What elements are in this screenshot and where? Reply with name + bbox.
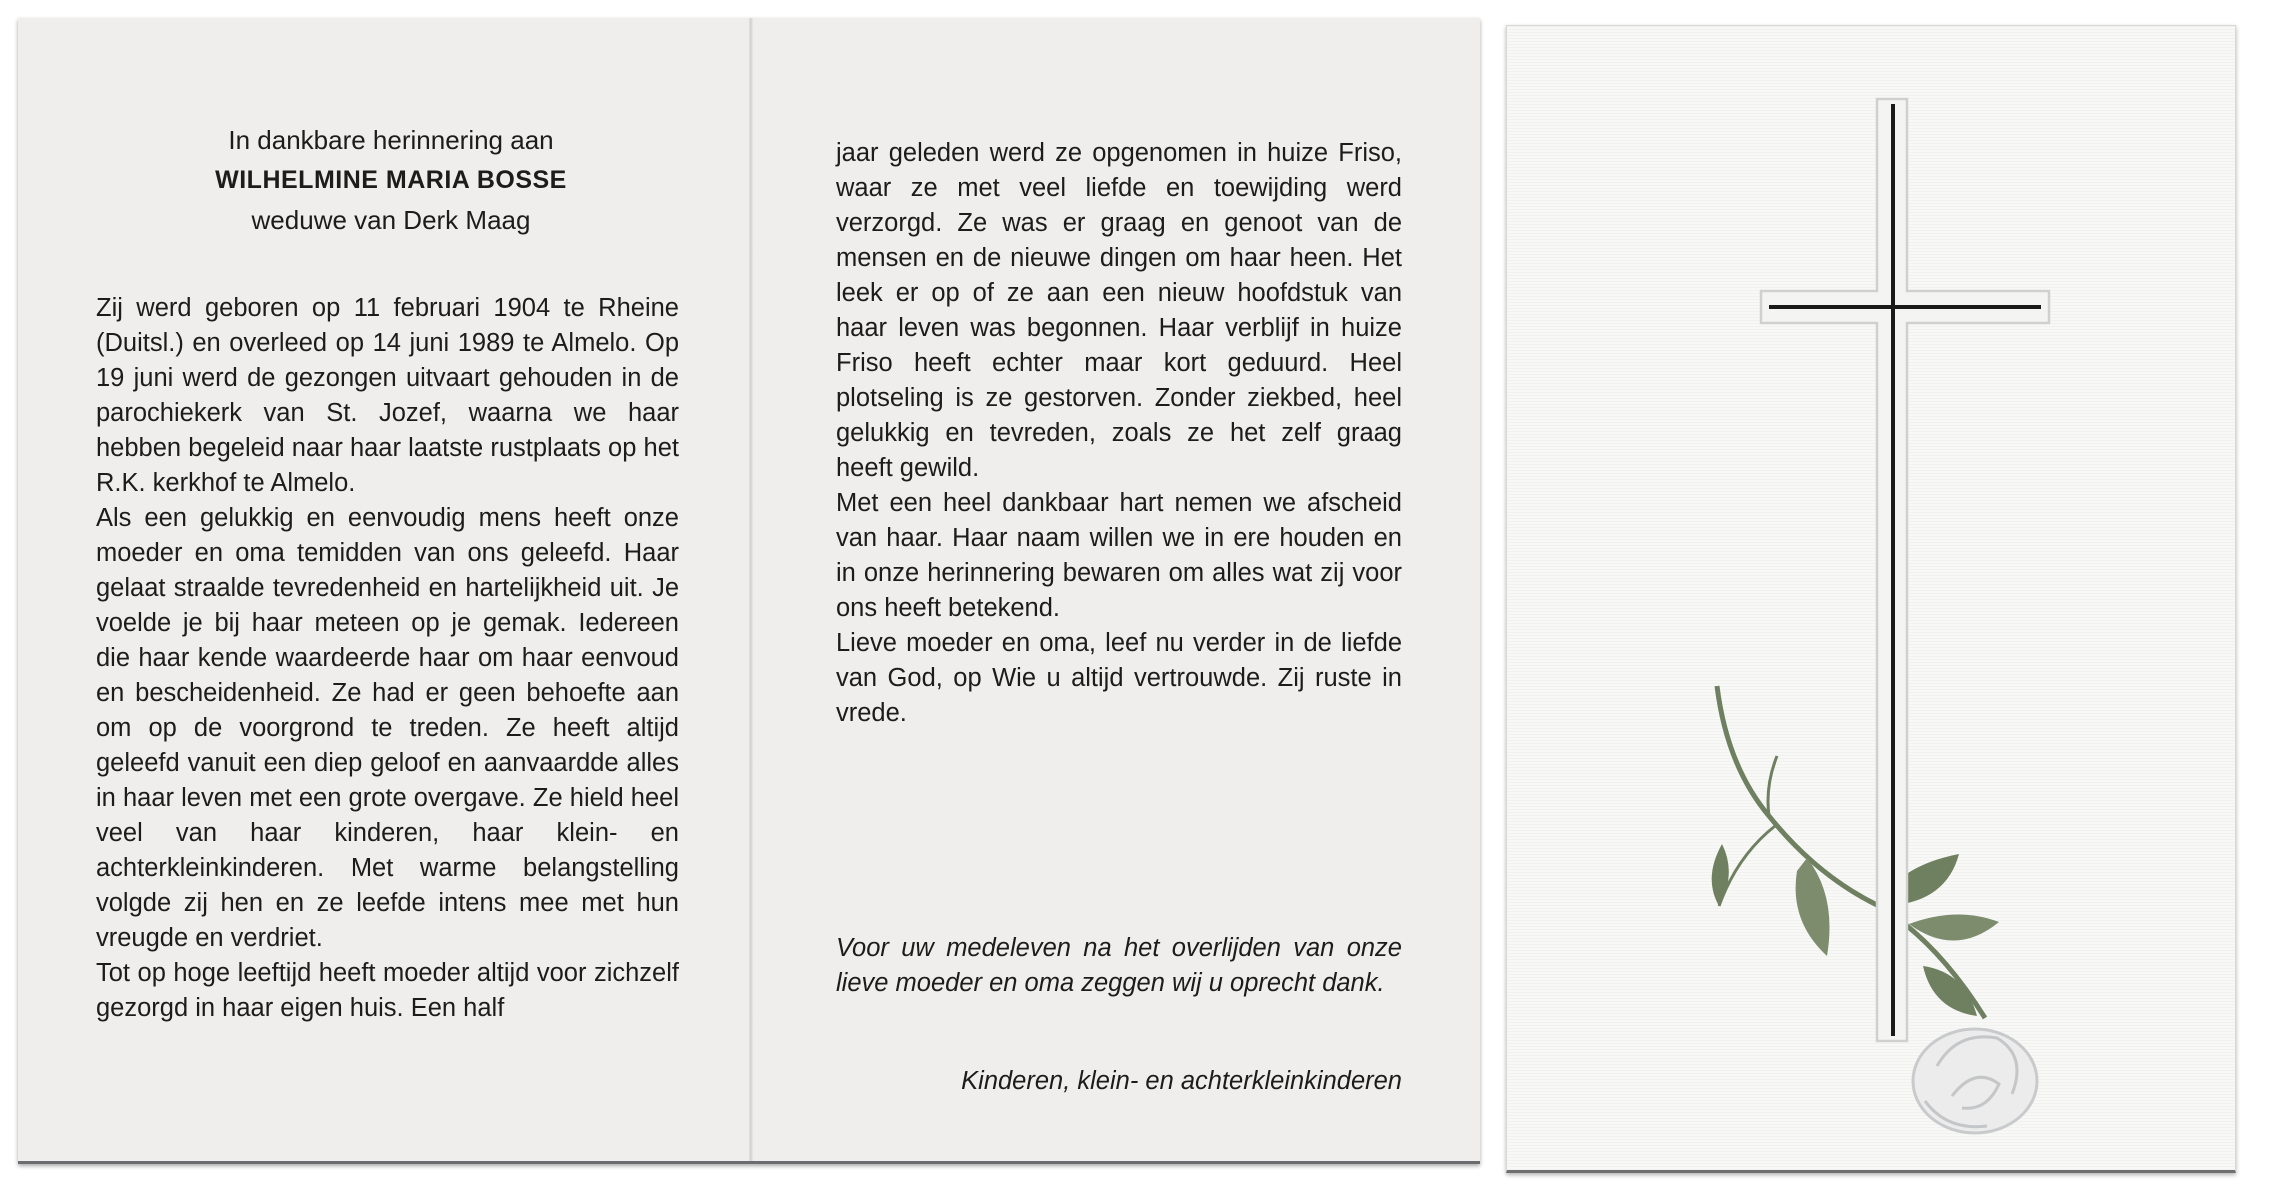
thanks-note: Voor uw medeleven na het overlijden van onze lieve moeder en oma zeggen wij u oprecht dank. <box>836 934 1402 997</box>
intro-line: In dankbare herinnering aan <box>228 125 554 155</box>
card-front-cover <box>1506 25 2236 1173</box>
cross-vertical-beam <box>1891 104 1895 1036</box>
open-card-inside <box>18 18 1480 1164</box>
cross-with-rose-icon <box>1507 26 2235 1170</box>
signature: Kinderen, klein- en achterkleinkinderen <box>961 1067 1402 1095</box>
inside-left-page <box>18 18 749 1161</box>
card-header <box>96 120 686 240</box>
paragraph-life: Als een gelukkig en eenvoudig mens heeft onze moeder en oma temidden van ons geleefd. Haar gelaat straalde tevredenheid en hartelijkheid uit. Je voelde je bij haar meteen op je gemak. Iedereen die haar kende waardeerde haar om haar eenvoud en bescheidenheid. Ze had er geen behoefte aan om op de voorgrond te treden. Ze heeft altijd geleefd vanuit een diep geloof en aanvaardde alles in haar leven met een grote overgave. Ze hield heel veel van haar kinderen, haar klein- en achterkleinkinderen. Met warme belangstelling volgde zij hen en ze leefde intens mee met hun vreugde en verdriet. <box>96 504 679 952</box>
paragraph-prayer: Lieve moeder en oma, leef nu verder in de liefde van God, op Wie u altijd vertrouwde. Zij ruste in vrede. <box>836 629 1402 727</box>
biography-text-right <box>836 136 1402 731</box>
paragraph-birth: Zij werd geboren op 11 februari 1904 te Rheine (Duitsl.) en overleed op 14 juni 1989 te Almelo. Op 19 juni werd de gezongen uitvaart gehouden in de parochiekerk van St. Jozef, waarna we haar hebben begeleid naar haar laatste rustplaats op het R.K. kerkhof te Almelo. <box>96 294 679 497</box>
cross-horizontal-beam <box>1769 305 2041 309</box>
paragraph-farewell: Met een heel dankbaar hart nemen we afscheid van haar. Haar naam willen we in ere houden en in onze herinnering bewaren om alles wat zij voor ons heeft betekend. <box>836 489 1402 622</box>
rose-bloom <box>1913 1029 2037 1133</box>
leaf-left-small <box>1712 844 1729 906</box>
paragraph-later-years: Tot op hoge leeftijd heeft moeder altijd voor zichzelf gezorgd in haar eigen huis. Een half <box>96 959 679 1022</box>
inside-right-page <box>753 18 1480 1161</box>
widow-line: weduwe van Derk Maag <box>251 205 531 235</box>
paragraph-friso: jaar geleden werd ze opgenomen in huize Friso, waar ze met veel liefde en toewijding werd verzorgd. Ze was er graag en genoot van de mensen en de nieuwe dingen om haar heen. Het leek er op of ze aan een nieuw hoofdstuk van haar leven was begonnen. Haar verblijf in huize Friso heeft echter maar kort geduurd. Heel plotseling is ze gestorven. Zonder ziekbed, heel gelukkig en tevreden, zoals ze het zelf graag heeft gewild. <box>836 139 1402 482</box>
rose-thorn-branch <box>1768 756 1777 816</box>
biography-text-left <box>96 291 679 1026</box>
rose-stem <box>1717 686 1985 1018</box>
deceased-name: WILHELMINE MARIA BOSSE <box>215 166 567 194</box>
